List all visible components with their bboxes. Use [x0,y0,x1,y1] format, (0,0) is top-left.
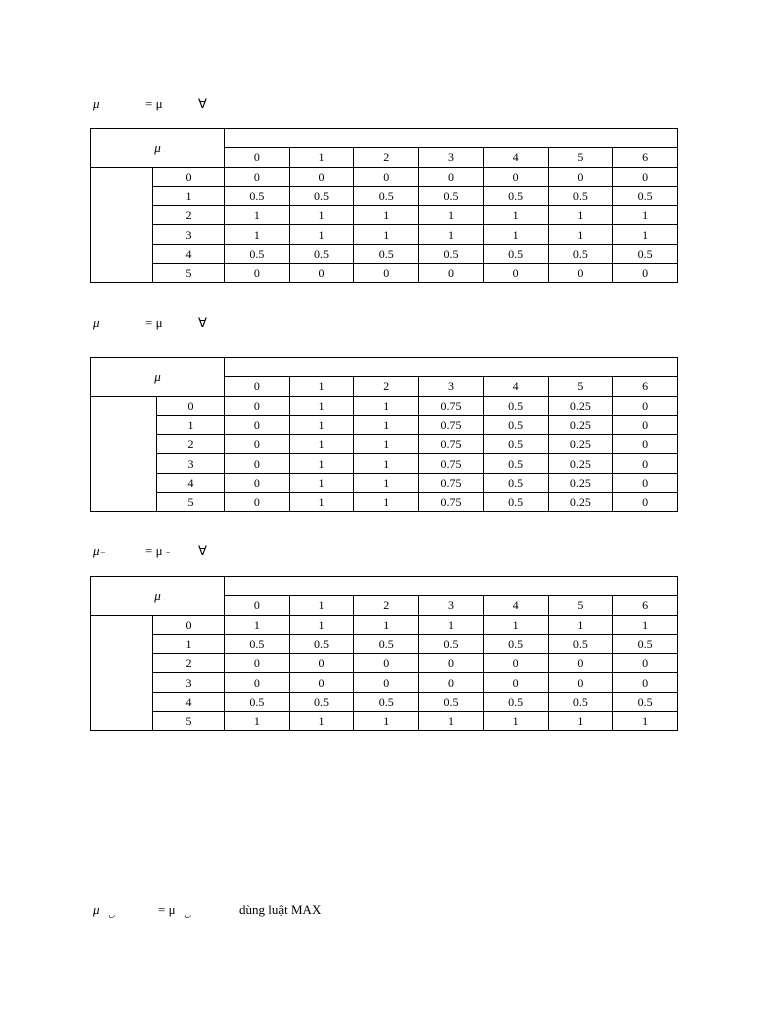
table-cell: 0.5 [548,244,613,263]
column-header: 6 [613,596,678,615]
row-group-cell [91,167,153,283]
table-cell: 0.5 [289,186,354,205]
table-row [91,654,678,673]
table-cell: 0 [225,493,290,512]
row-label: 5 [157,493,225,512]
table-cell: 1 [225,206,290,225]
table-cell: 0.5 [354,244,419,263]
table-cell: 0 [354,673,419,692]
column-header: 4 [483,596,548,615]
table-row [91,634,678,653]
table-cell: 0 [613,264,678,283]
table-cell: 0.5 [483,493,548,512]
formula-rhs: = μ [145,315,163,330]
table-cell: 0.5 [548,634,613,653]
table-cell: 0 [419,167,484,186]
membership-table-3 [90,576,678,731]
table-cell: 1 [289,493,354,512]
table-cell: 0.75 [419,396,484,415]
table-cell: 0.5 [225,186,290,205]
table-cell: 1 [354,712,419,731]
header-blank-cell [225,129,678,148]
header-row [91,577,678,596]
row-label: 0 [153,615,225,634]
table-cell: 0.25 [548,473,613,492]
table-cell: 1 [548,615,613,634]
column-header: 6 [613,148,678,167]
table-cell: 0.75 [419,435,484,454]
corner-cell: μ [91,129,225,168]
row-group-cell [91,396,157,512]
table-row [91,692,678,711]
table-row [91,264,678,283]
table-cell: 1 [289,615,354,634]
table-cell: 0 [289,167,354,186]
table-cell: 0.5 [483,454,548,473]
table-cell: 0.5 [289,244,354,263]
row-label: 4 [153,692,225,711]
column-header: 4 [483,148,548,167]
table-cell: 1 [354,206,419,225]
row-label: 0 [153,167,225,186]
forall-symbol: ∀ [198,315,207,330]
table-cell: 1 [354,435,419,454]
table-cell: 0 [613,654,678,673]
table-cell: 1 [354,454,419,473]
table-cell: 0 [483,654,548,673]
table-cell: 1 [225,225,290,244]
table-cell: 0.5 [225,634,290,653]
table-cell: 1 [548,206,613,225]
table-cell: 0 [613,167,678,186]
table-cell: 1 [613,615,678,634]
table-cell: 0 [548,167,613,186]
table-row [91,493,678,512]
table-cell: 0.5 [225,244,290,263]
table-body [91,358,678,512]
table-cell: 0 [225,435,290,454]
table-cell: 0.5 [483,435,548,454]
table-cell: 0.5 [548,186,613,205]
table-cell: 0 [613,473,678,492]
table-body [91,577,678,731]
column-header: 1 [289,377,354,396]
table-cell: 0 [225,264,290,283]
table-cell: 0.5 [483,244,548,263]
table-cell: 1 [419,615,484,634]
table-cell: 1 [289,415,354,434]
table-row [91,712,678,731]
header-blank-cell [225,358,678,377]
table-cell: 0 [419,264,484,283]
formula-lhs: μ [93,315,100,330]
header-blank-cell [225,577,678,596]
corner-cell: μ [91,577,225,616]
table-cell: 0.25 [548,396,613,415]
table-cell: 0.5 [613,634,678,653]
column-header: 6 [613,377,678,396]
row-label: 1 [153,186,225,205]
table-cell: 0 [483,264,548,283]
table-cell: 0.5 [483,415,548,434]
table-cell: 0 [419,654,484,673]
row-label: 4 [153,244,225,263]
table-cell: 0 [548,264,613,283]
table-cell: 1 [289,206,354,225]
table-cell: 0 [548,654,613,673]
table-cell: 0 [483,673,548,692]
column-header: 1 [289,148,354,167]
table-cell: 1 [613,225,678,244]
table-cell: 0 [289,654,354,673]
table-cell: 0 [613,493,678,512]
table-cell: 1 [419,712,484,731]
table-cell: 0.25 [548,435,613,454]
table-cell: 0 [548,673,613,692]
forall-symbol: ∀ [198,96,207,111]
table-cell: 1 [354,493,419,512]
row-label: 3 [153,225,225,244]
row-label: 3 [153,673,225,692]
column-header: 0 [225,148,290,167]
table-cell: 0 [613,415,678,434]
row-label: 5 [153,712,225,731]
table-cell: 1 [483,225,548,244]
table-row [91,615,678,634]
table-cell: 0 [225,673,290,692]
table-cell: 0.5 [419,634,484,653]
table-cell: 0.75 [419,415,484,434]
table-cell: 0 [225,167,290,186]
table-row [91,396,678,415]
table-cell: 1 [289,473,354,492]
table-cell: 1 [289,396,354,415]
column-header: 3 [419,377,484,396]
table-cell: 0.5 [419,244,484,263]
table-row [91,673,678,692]
table-cell: 0.5 [548,692,613,711]
table-cell: 0.5 [225,692,290,711]
table-cell: 1 [483,712,548,731]
table-cell: 0 [613,673,678,692]
formula-lhs: μ [93,902,100,917]
table-cell: 1 [548,712,613,731]
table-cell: 1 [419,225,484,244]
table-row [91,473,678,492]
table-cell: 0.5 [483,473,548,492]
table-row [91,244,678,263]
column-header: 2 [354,148,419,167]
table-cell: 0 [225,654,290,673]
table-cell: 0.5 [613,244,678,263]
membership-table-1 [90,128,678,283]
table-cell: 1 [225,712,290,731]
table-cell: 0 [225,396,290,415]
header-row [91,129,678,148]
table-cell: 1 [354,615,419,634]
table-row [91,435,678,454]
column-header: 3 [419,596,484,615]
table-cell: 1 [548,225,613,244]
column-header: 1 [289,596,354,615]
row-label: 3 [157,454,225,473]
table-cell: 0.5 [354,692,419,711]
table-cell: 0.75 [419,493,484,512]
table-cell: 1 [483,615,548,634]
table-cell: 0 [613,435,678,454]
table-cell: 1 [289,712,354,731]
table-cell: 0.25 [548,454,613,473]
column-header: 5 [548,377,613,396]
bar-mark: – [101,547,105,556]
row-label: 2 [153,654,225,673]
column-header: 0 [225,377,290,396]
table-cell: 0 [225,454,290,473]
table-cell: 0.5 [289,634,354,653]
table-cell: 0.5 [419,186,484,205]
column-header: 5 [548,596,613,615]
table-cell: 1 [354,415,419,434]
formula-rhs: = μ [145,543,163,558]
formula-rhs: = μ [145,96,163,111]
table-cell: 0.5 [289,692,354,711]
row-group-cell [91,615,153,731]
table-cell: 0.25 [548,493,613,512]
row-label: 4 [157,473,225,492]
table-cell: 1 [483,206,548,225]
table-cell: 0 [613,454,678,473]
table-cell: 1 [289,435,354,454]
row-label: 1 [153,634,225,653]
table-cell: 0 [354,654,419,673]
table-cell: 0.5 [354,634,419,653]
table-cell: 0.5 [483,634,548,653]
row-label: 2 [153,206,225,225]
table-cell: 0 [354,264,419,283]
column-header: 3 [419,148,484,167]
table-cell: 0 [225,415,290,434]
table-cell: 1 [289,225,354,244]
table-cell: 1 [354,473,419,492]
table-cell: 0.5 [419,692,484,711]
column-header: 2 [354,596,419,615]
formula-lhs: μ [93,543,100,558]
table-cell: 0.75 [419,473,484,492]
header-row [91,358,678,377]
table-cell: 0.5 [483,396,548,415]
row-label: 5 [153,264,225,283]
union-mark: ◡ [184,910,191,919]
table-cell: 0.5 [354,186,419,205]
column-header: 5 [548,148,613,167]
table-cell: 0 [419,673,484,692]
table-cell: 1 [225,615,290,634]
row-label: 1 [157,415,225,434]
table-cell: 0.5 [613,692,678,711]
max-rule-note: dùng luật MAX [239,902,322,917]
formula-lhs: μ [93,96,100,111]
row-label: 2 [157,435,225,454]
table-row [91,415,678,434]
table-cell: 0.5 [483,692,548,711]
union-mark: ◡ [108,910,115,919]
bar-mark: – [166,547,170,556]
table-cell: 1 [613,712,678,731]
table-cell: 1 [613,206,678,225]
table-cell: 0.75 [419,454,484,473]
table-row [91,206,678,225]
column-header: 4 [483,377,548,396]
table-row [91,454,678,473]
table-cell: 1 [354,225,419,244]
table-cell: 1 [354,396,419,415]
table-cell: 1 [419,206,484,225]
corner-cell: μ [91,358,225,397]
table-cell: 0 [289,673,354,692]
forall-symbol: ∀ [198,543,207,558]
table-row [91,167,678,186]
table-row [91,186,678,205]
column-header: 2 [354,377,419,396]
table-body [91,129,678,283]
table-cell: 0 [289,264,354,283]
membership-table-2 [90,357,678,512]
table-row [91,225,678,244]
table-cell: 0 [483,167,548,186]
column-header: 0 [225,596,290,615]
table-cell: 1 [289,454,354,473]
table-cell: 0.5 [613,186,678,205]
table-cell: 0 [354,167,419,186]
table-cell: 0 [613,396,678,415]
formula-rhs: = μ [158,902,176,917]
table-cell: 0.25 [548,415,613,434]
row-label: 0 [157,396,225,415]
table-cell: 0 [225,473,290,492]
table-cell: 0.5 [483,186,548,205]
